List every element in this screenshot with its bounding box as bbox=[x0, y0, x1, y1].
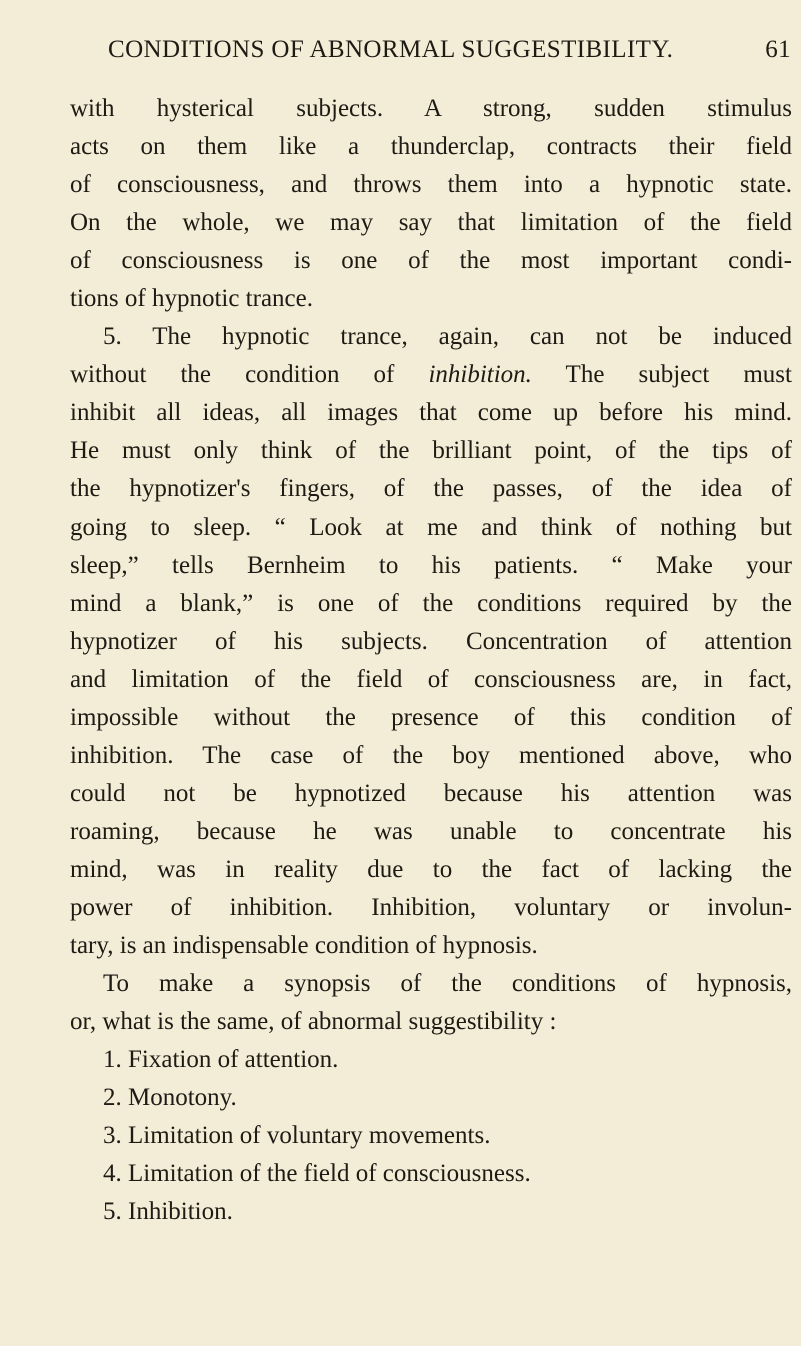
page-number: 61 bbox=[765, 36, 791, 63]
text-line bbox=[70, 356, 792, 394]
text-line: acts on them like a thunderclap, contracts their field bbox=[70, 133, 792, 161]
text-line: or, what is the same, of abnormal suggestibility : bbox=[70, 1008, 557, 1036]
list-item: 3. Limitation of voluntary movements. bbox=[103, 1122, 491, 1150]
text-line: could not be hypnotized because his attention was bbox=[70, 779, 792, 807]
body-text bbox=[70, 90, 792, 1231]
text-line: tary, is an indispensable condition of hypnosis. bbox=[70, 932, 538, 960]
running-head bbox=[108, 36, 798, 76]
text-line: power of inhibition. Inhibition, voluntary or involun- bbox=[70, 893, 792, 921]
text-line: hypnotizer of his subjects. Concentration of attention bbox=[70, 627, 792, 655]
text-line: going to sleep. “ Look at me and think of nothing but bbox=[70, 513, 792, 541]
text-line: roaming, because he was unable to concentrate his bbox=[70, 817, 792, 845]
text-line: the hypnotizer's fingers, of the passes, of the idea of bbox=[70, 475, 792, 503]
text-line: and limitation of the field of consciousness are, in fact, bbox=[70, 665, 792, 693]
list-item: 4. Limitation of the field of consciousness. bbox=[103, 1160, 531, 1188]
text-line: sleep,” tells Bernheim to his patients. “ Make your bbox=[70, 551, 792, 579]
text-span: without the condition of bbox=[70, 361, 429, 389]
list-item: 5. Inhibition. bbox=[103, 1198, 233, 1226]
text-line: mind, was in reality due to the fact of lacking the bbox=[70, 855, 792, 883]
text-line: of consciousness is one of the most important condi- bbox=[70, 247, 792, 275]
text-line: impossible without the presence of this condition of bbox=[70, 703, 792, 731]
text-line: of consciousness, and throws them into a hypnotic state. bbox=[70, 171, 792, 199]
text-line: inhibit all ideas, all images that come up before his mind. bbox=[70, 399, 792, 427]
running-head-title: CONDITIONS OF ABNORMAL SUGGESTIBILITY. bbox=[108, 36, 674, 63]
list-item: 1. Fixation of attention. bbox=[103, 1046, 339, 1074]
text-line: To make a synopsis of the conditions of hypnosis, bbox=[103, 970, 792, 998]
text-line: with hysterical subjects. A strong, sudden stimulus bbox=[70, 95, 792, 122]
list-item: 2. Monotony. bbox=[103, 1084, 237, 1112]
text-line: tions of hypnotic trance. bbox=[70, 285, 313, 313]
text-line: mind a blank,” is one of the conditions required by the bbox=[70, 589, 792, 617]
text-span: The subject must bbox=[531, 361, 792, 389]
text-line: 5. The hypnotic trance, again, can not be induced bbox=[103, 323, 792, 351]
italic-term: inhibition. bbox=[428, 361, 532, 389]
text-line: He must only think of the brilliant point, of the tips of bbox=[70, 437, 792, 465]
text-line: On the whole, we may say that limitation of the field bbox=[70, 209, 792, 237]
text-line: inhibition. The case of the boy mentioned above, who bbox=[70, 741, 792, 769]
